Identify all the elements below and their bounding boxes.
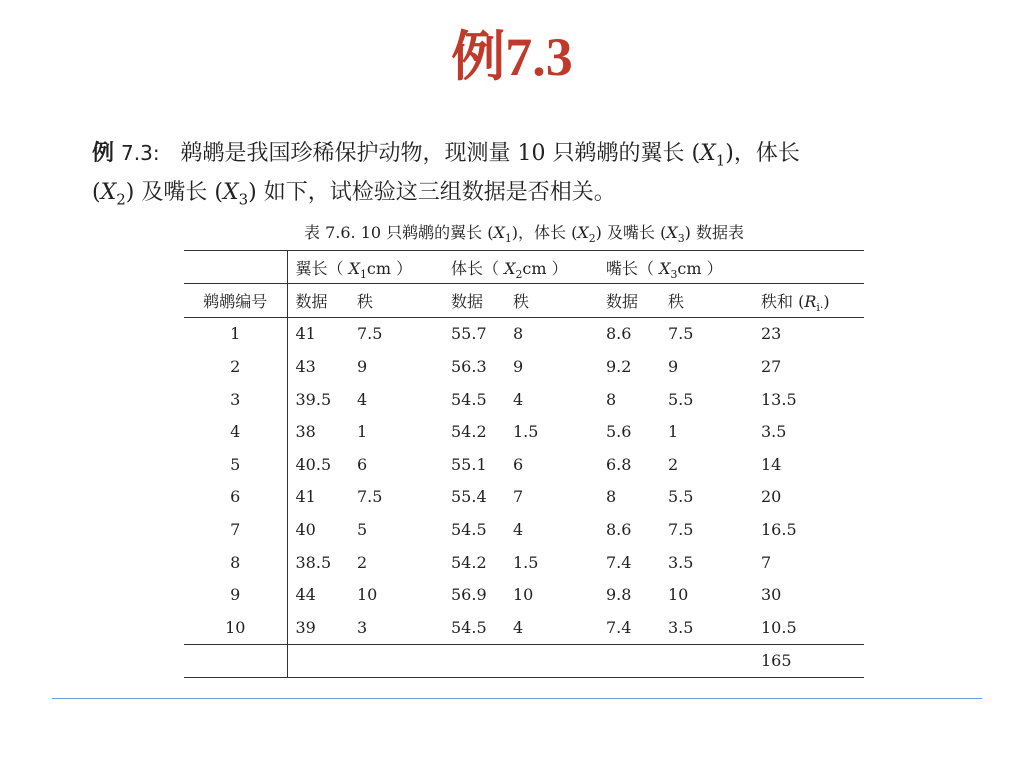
caption-suffix: ) 数据表 <box>684 223 744 242</box>
id-header: 鹈鹕编号 <box>184 284 287 318</box>
wing-rank-cell: 4 <box>357 389 368 409</box>
body-rank-header: 秩 <box>505 284 598 318</box>
wing-rank-cell: 6 <box>357 454 368 474</box>
wing-data-cell: 38.5 <box>295 552 332 572</box>
beak-rank-header: 秩 <box>660 284 753 318</box>
problem-text-3: ) 及嘴长 ( <box>125 180 223 205</box>
body-rank-cell: 10 <box>513 585 534 605</box>
wing-data-header: 数据 <box>287 284 349 318</box>
footer-divider <box>52 698 982 699</box>
caption-x1-sub: 1 <box>504 232 512 246</box>
var-x3: X <box>222 180 239 205</box>
id-cell: 5 <box>184 448 287 481</box>
id-cell: 3 <box>184 383 287 416</box>
body-data-cell: 54.5 <box>451 519 487 539</box>
problem-x2-open: ( <box>92 180 101 205</box>
wing-data-cell: 39.5 <box>295 389 332 409</box>
id-cell: 4 <box>184 415 287 448</box>
var-x2: X <box>100 180 117 205</box>
beak-rank-cell: 5.5 <box>668 389 694 409</box>
rank-sum-cell: 30 <box>761 585 782 605</box>
body-rank-cell: 9 <box>513 356 524 376</box>
body-rank-cell: 4 <box>513 389 524 409</box>
wing-data-cell: 43 <box>295 356 316 376</box>
body-data-cell: 55.1 <box>451 454 487 474</box>
group-header-wing: 翼长（ $X_1cm$ ） <box>287 251 443 284</box>
total-row <box>184 644 864 677</box>
id-cell: 8 <box>184 546 287 579</box>
beak-rank-cell: 1 <box>668 422 679 442</box>
beak-rank-cell: 3.5 <box>660 611 753 644</box>
body-data-cell: 56.3 <box>451 356 487 376</box>
body-data-cell: 54.5 <box>443 611 505 644</box>
beak-rank-cell: 5.5 <box>668 487 694 507</box>
beak-rank-cell: 10 <box>668 585 689 605</box>
total-empty-cell <box>287 644 349 677</box>
rank-sum-cell: 3.5 <box>761 422 787 442</box>
problem-text-2: )，体长 <box>725 141 800 166</box>
caption-x1: X <box>493 223 505 242</box>
table-row <box>184 578 864 611</box>
total-empty-cell <box>184 644 287 677</box>
beak-data-cell: 8.6 <box>606 519 632 539</box>
rank-sum-cell: 13.5 <box>761 389 797 409</box>
rank-sum-cell: 7 <box>761 552 772 572</box>
table-row <box>184 415 864 448</box>
wing-data-cell: 40.5 <box>295 454 332 474</box>
id-cell: 1 <box>184 317 287 350</box>
rank-sum-cell: 20 <box>761 487 782 507</box>
body-data-cell: 54.5 <box>451 389 487 409</box>
beak-data-cell: 9.8 <box>606 585 632 605</box>
wing-data-cell: 38 <box>295 422 316 442</box>
beak-rank-cell: 9 <box>668 356 679 376</box>
table-row <box>184 513 864 546</box>
column-header-row <box>184 284 864 318</box>
beak-data-cell: 5.6 <box>606 422 632 442</box>
beak-rank-cell: 2 <box>668 454 679 474</box>
wing-rank-cell: 7.5 <box>357 324 383 344</box>
total-empty-cell <box>443 644 505 677</box>
empty-corner-cell <box>184 251 287 284</box>
problem-statement <box>92 134 932 212</box>
body-rank-cell: 7 <box>513 487 524 507</box>
caption-x3: X <box>666 223 678 242</box>
data-table <box>184 250 864 678</box>
group-header-body: 体长（ $X_2cm$ ） <box>443 251 598 284</box>
wing-rank-cell: 5 <box>357 519 368 539</box>
group-header-beak: 嘴长（ $X_3cm$ ） <box>598 251 753 284</box>
total-empty-cell <box>349 644 443 677</box>
group-header-row <box>184 251 864 284</box>
body-rank-cell: 1.5 <box>513 422 539 442</box>
var-x3-sub: 3 <box>238 190 249 209</box>
beak-data-cell: 7.4 <box>606 552 632 572</box>
id-cell: 7 <box>184 513 287 546</box>
beak-data-cell: 9.2 <box>606 356 632 376</box>
empty-header-cell <box>753 251 864 284</box>
caption-x2-sub: 2 <box>588 232 596 246</box>
beak-data-cell: 8 <box>606 487 617 507</box>
body-rank-cell: 6 <box>513 454 524 474</box>
wing-data-cell: 39 <box>287 611 349 644</box>
body-data-cell: 54.2 <box>451 422 487 442</box>
wing-rank-cell: 1 <box>357 422 368 442</box>
caption-x2: X <box>577 223 589 242</box>
table-caption <box>184 221 864 245</box>
wing-rank-cell: 3 <box>349 611 443 644</box>
table-row <box>184 383 864 416</box>
rank-sum-total: 165 <box>753 644 864 677</box>
caption-mid1: )，体长 ( <box>511 223 578 242</box>
wing-data-cell: 40 <box>295 519 316 539</box>
beak-data-cell: 6.8 <box>606 454 632 474</box>
rank-sum-header: 秩和 $(R_{i\cdot})$ <box>753 284 864 318</box>
wing-data-cell: 41 <box>295 324 316 344</box>
caption-mid2: ) 及嘴长 ( <box>595 223 667 242</box>
wing-data-cell: 41 <box>295 487 316 507</box>
table-row <box>184 546 864 579</box>
body-rank-cell: 8 <box>513 324 524 344</box>
table-row <box>184 611 864 644</box>
beak-rank-cell: 3.5 <box>668 552 694 572</box>
body-rank-cell: 4 <box>513 519 524 539</box>
beak-data-cell: 8.6 <box>606 324 632 344</box>
total-empty-cell <box>598 644 660 677</box>
rank-sum-cell: 10.5 <box>753 611 864 644</box>
id-cell: 2 <box>184 350 287 383</box>
wing-rank-cell: 9 <box>357 356 368 376</box>
beak-data-header: 数据 <box>598 284 660 318</box>
body-rank-cell: 4 <box>505 611 598 644</box>
wing-data-cell: 44 <box>295 585 316 605</box>
wing-rank-header: 秩 <box>349 284 443 318</box>
beak-data-cell: 8 <box>606 389 617 409</box>
example-label: 例 <box>92 141 115 166</box>
beak-data-cell: 7.4 <box>598 611 660 644</box>
id-cell: 9 <box>184 578 287 611</box>
table-row <box>184 317 864 350</box>
total-empty-cell <box>505 644 598 677</box>
caption-x3-sub: 3 <box>677 232 685 246</box>
body-data-header: 数据 <box>443 284 505 318</box>
beak-rank-cell: 7.5 <box>668 324 694 344</box>
table-row <box>184 350 864 383</box>
total-empty-cell <box>660 644 753 677</box>
var-x2-sub: 2 <box>116 190 126 209</box>
rank-sum-cell: 27 <box>761 356 782 376</box>
id-cell: 10 <box>184 611 287 644</box>
body-data-cell: 56.9 <box>451 585 487 605</box>
rank-sum-cell: 14 <box>761 454 782 474</box>
wing-rank-cell: 2 <box>357 552 368 572</box>
body-data-cell: 55.4 <box>451 487 487 507</box>
var-x1-sub: 1 <box>715 151 726 170</box>
table-row <box>184 481 864 514</box>
wing-rank-cell: 7.5 <box>357 487 383 507</box>
table-row <box>184 448 864 481</box>
rank-sum-cell: 23 <box>761 324 782 344</box>
slide-title: 例7.3 <box>451 27 573 87</box>
example-number: 7.3: <box>121 141 160 165</box>
body-data-cell: 54.2 <box>451 552 487 572</box>
body-rank-cell: 1.5 <box>513 552 539 572</box>
caption-prefix: 表 7.6. 10 只鹈鹕的翼长 ( <box>303 223 494 242</box>
body-data-cell: 55.7 <box>451 324 487 344</box>
id-cell: 6 <box>184 481 287 514</box>
problem-text-4: ) 如下，试检验这三组数据是否相关。 <box>248 180 616 205</box>
rank-sum-cell: 16.5 <box>761 519 797 539</box>
beak-rank-cell: 7.5 <box>668 519 694 539</box>
problem-text-1: 鹈鹕是我国珍稀保护动物，现测量 10 只鹈鹕的翼长 ( <box>180 141 701 166</box>
wing-rank-cell: 10 <box>357 585 378 605</box>
var-x1: X <box>700 141 716 166</box>
